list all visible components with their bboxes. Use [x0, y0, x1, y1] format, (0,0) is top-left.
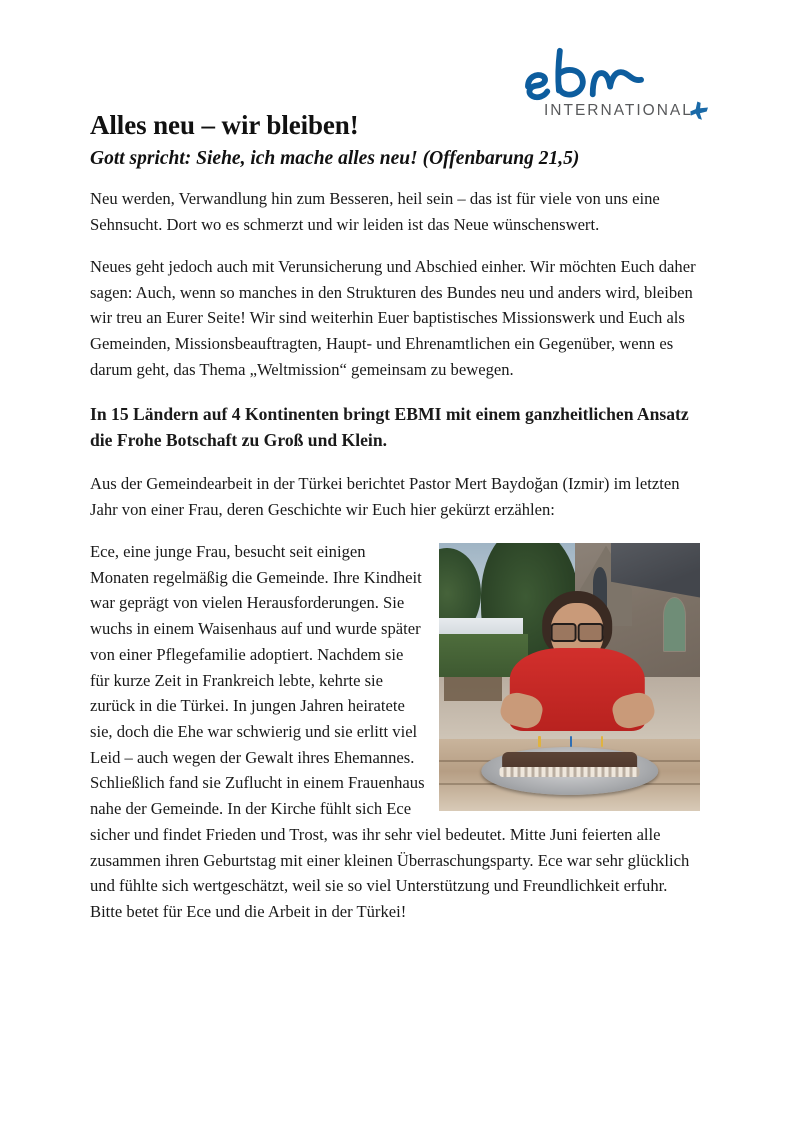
ebm-logo-mark: [520, 46, 650, 104]
photo-lens-left: [551, 623, 577, 642]
paragraph-2: Neues geht jedoch auch mit Verunsicherung und Abschied einher. Wir möchten Euch daher sagen: Auch, wenn so manches in den Strukturen des Bundes neu und anders wird, bleiben wir treu an Eurer Seite! Wir sind weiterhin Euer baptistisches Missionswerk und Euch als Gemeinden, Missionsbeauftragten, Haupt- und Ehrenamtlichen ein Gegenüber, wenn es darum geht, das Thema „Weltmission“ gemeinsam zu bewegen.: [90, 256, 696, 379]
document-content: [90, 110, 700, 925]
bible-verse: Gott spricht: Siehe, ich mache alles neu! (Offenbarung 21,5): [90, 148, 580, 170]
story-photo: [439, 543, 700, 811]
photo-woman: [517, 591, 637, 757]
photo-scene: [439, 543, 700, 811]
photo-bench: [444, 677, 501, 701]
page-title: Alles neu – wir bleiben!: [90, 110, 359, 140]
paragraph-1: Neu werden, Verwandlung hin zum Besseren, heil sein – das ist für viele von uns eine Sehnsucht. Dort wo es schmerzt und wir leiden ist das Neue wünschenswert.: [90, 189, 660, 235]
photo-candle-3: [601, 736, 604, 747]
story-section: [90, 539, 700, 925]
photo-candle-2: [570, 736, 573, 747]
photo-candle-1: [538, 736, 541, 747]
highlight-statement: In 15 Ländern auf 4 Kontinenten bringt EBMI mit einem ganzheitlichen Ansatz die Frohe Botschaft zu Groß und Klein.: [90, 404, 689, 450]
photo-cake-decoration: [499, 767, 640, 778]
photo-church-window-lower: [663, 597, 686, 653]
logo-wordmark: INTERNATIONAL: [544, 102, 693, 119]
glasses-icon: [551, 623, 604, 638]
story-text: Ece, eine junge Frau, besucht seit einigen Monaten regelmäßig die Gemeinde. Ihre Kindheit war geprägt von vielen Herausforderungen. Sie wuchs in einem Waisenhaus auf und wurde später von einer Pflegefamilie adoptiert. Nachdem sie für kurze Zeit in Frankreich lebte, kehrte sie zurück in die Türkei. In jungen Jahren heiratete sie, doch die Ehe war schwierig und sie erlitt viel Leid – auch wegen der Gewalt ihres Ehemannes. Schließlich fand sie Zuflucht in einem Frauenhaus nahe der Gemeinde. In der Kirche fühlt sich Ece sicher und findet Frieden und Trost, was ihr sehr viel bedeutet. Mitte Juni feierten alle zusammen ihren Geburtstag mit einer kleinen Überraschungsparty. Ece war sehr glücklich und fühlte sich wertgeschätzt, weil sie so viel Unterstützung und Freundlichkeit erfuhr. Bitte betet für Ece und die Arbeit in der Türkei!: [90, 541, 690, 921]
photo-lens-right: [578, 623, 604, 642]
report-intro: Aus der Gemeindearbeit in der Türkei berichtet Pastor Mert Baydoğan (Izmir) im letzten Jahr von einer Frau, deren Geschichte wir Euch hier gekürzt erzählen:: [90, 474, 680, 520]
